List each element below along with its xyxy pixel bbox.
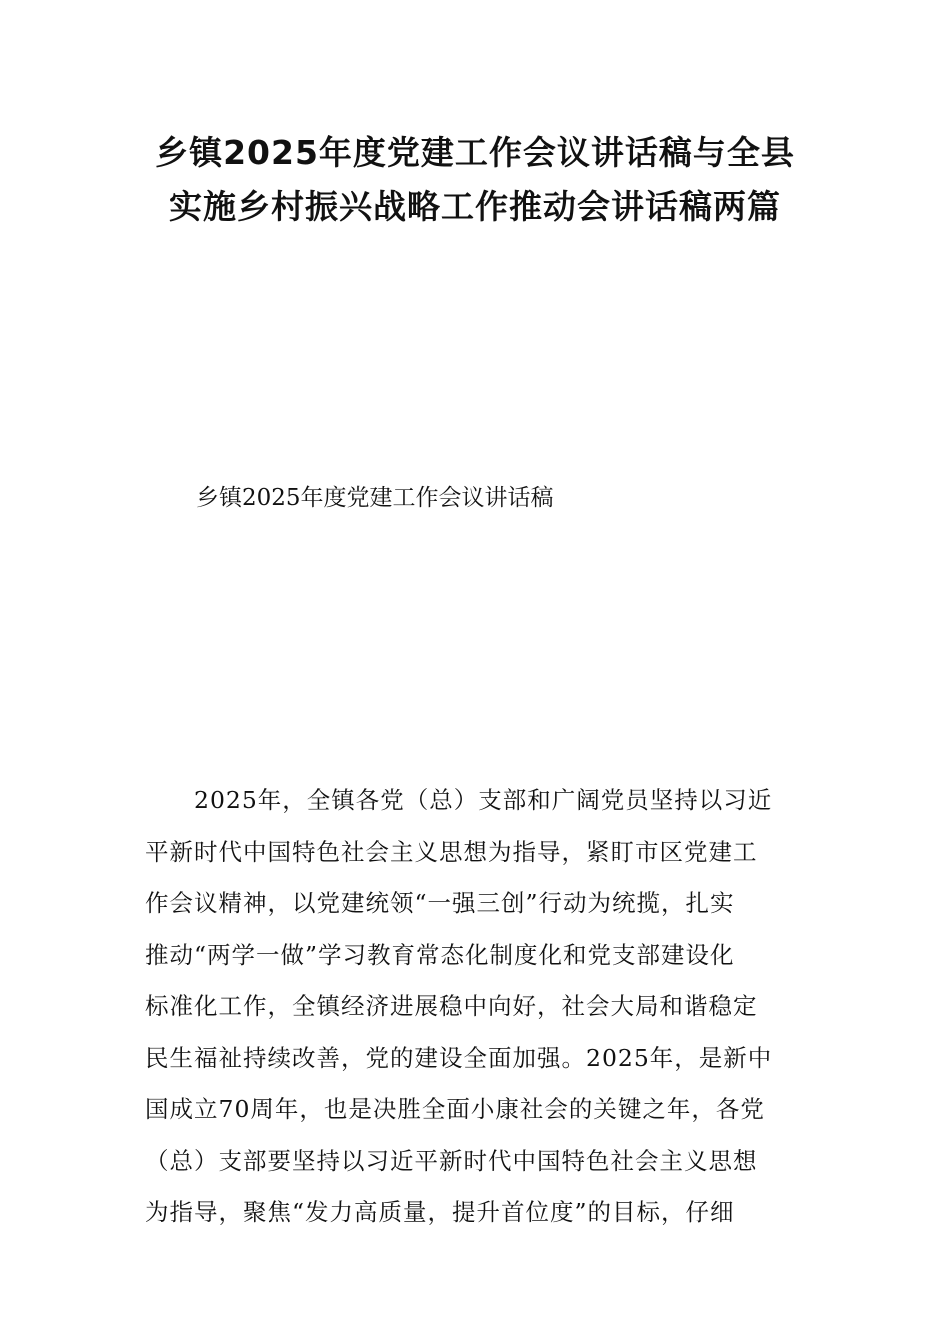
paragraph-line: 标准化工作，全镇经济进展稳中向好，社会大局和谐稳定 [145,992,758,1020]
paragraph-line: 国成立70周年，也是决胜全面小康社会的关键之年，各党 [145,1095,765,1123]
title-line-2: 实施乡村振兴战略工作推动会讲话稿两篇 [169,187,781,226]
paragraph-line: 作会议精神，以党建统领“一强三创”行动为统揽，扎实 [145,889,735,917]
section-heading: 乡镇2025年度党建工作会议讲话稿 [196,485,554,511]
paragraph-line: 为指导，聚焦“发力高质量，提升首位度”的目标，仔细 [145,1198,735,1226]
paragraph-line: 推动“两学一做”学习教育常态化制度化和党支部建设化 [145,940,735,969]
body-paragraph [145,775,807,1239]
paragraph-line: 民生福祉持续改善，党的建设全面加强。2025年，是新中 [145,1043,773,1072]
title-line-1: 乡镇2025年度党建工作会议讲话稿与全县 [155,133,795,172]
paragraph-line: 2025年，全镇各党（总）支部和广阔党员坚持以习近 [194,786,773,814]
document-title [120,126,830,234]
paragraph-line: （总）支部要坚持以习近平新时代中国特色社会主义思想 [145,1146,758,1175]
paragraph-line: 平新时代中国特色社会主义思想为指导，紧盯市区党建工 [145,837,758,866]
